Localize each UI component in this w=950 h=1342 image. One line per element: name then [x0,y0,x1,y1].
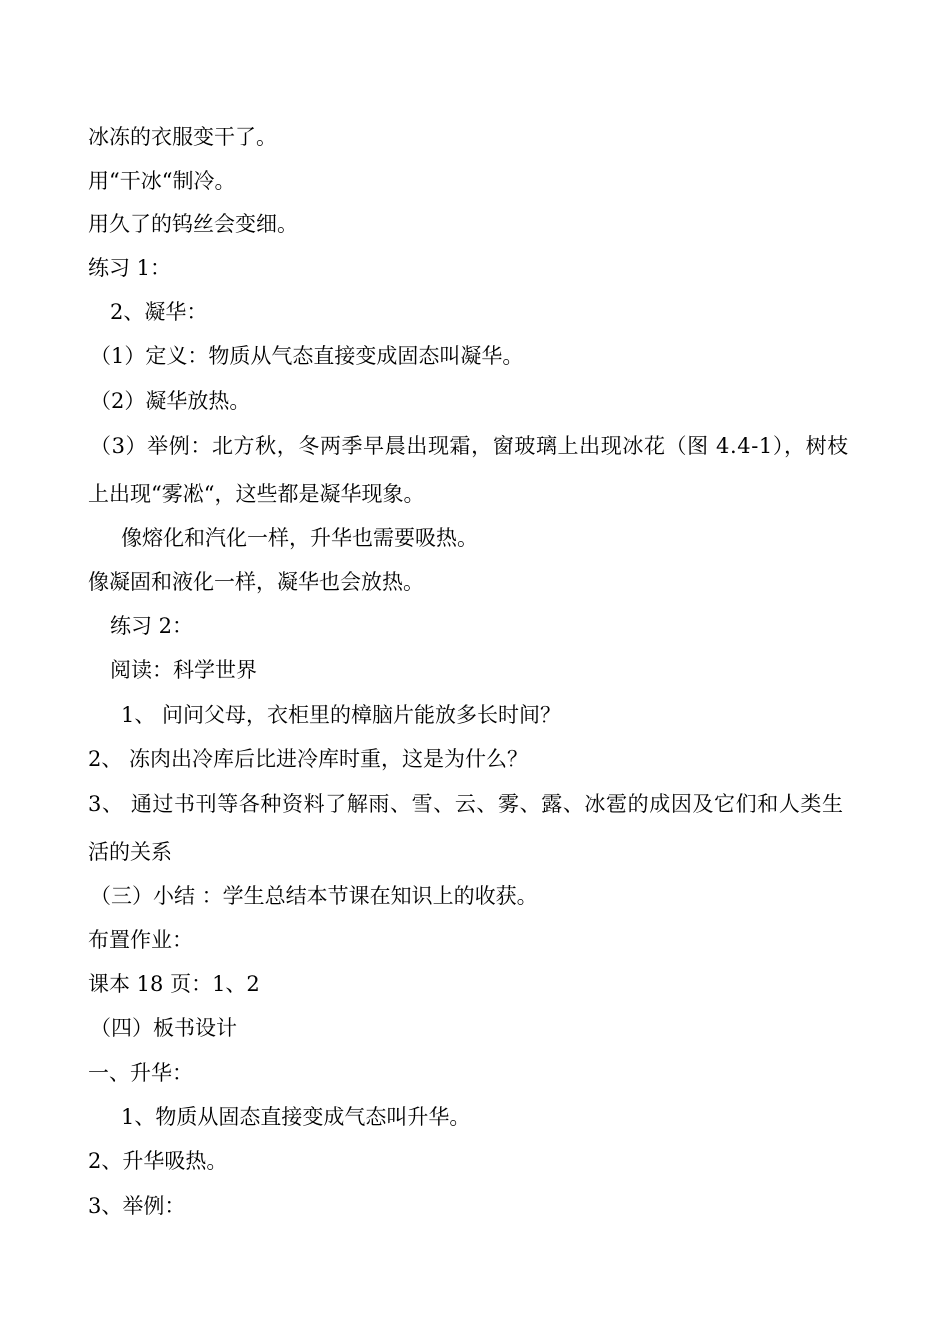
text-line: 3、 通过书刊等各种资料了解雨、雪、云、雾、露、冰雹的成因及它们和人类生 [88,792,844,816]
text-line: 冰冻的衣服变干了。 [88,125,277,149]
text-line: （1）定义：物质从气态直接变成固态叫凝华。 [90,344,524,368]
text-line: 3、举例： [88,1194,186,1218]
text-line: 课本 18 页：1、2 [88,972,260,996]
text-line: 1、物质从固态直接变成气态叫升华。 [121,1105,471,1129]
text-line: 布置作业： [88,928,193,952]
text-line: 阅读：科学世界 [110,658,257,682]
text-line: 像熔化和汽化一样，升华也需要吸热。 [121,526,478,550]
text-line: 1、 问问父母，衣柜里的樟脑片能放多长时间？ [121,703,562,727]
text-line: 用“干冰“制冷。 [88,169,236,193]
text-line: 练习 1： [88,256,172,280]
text-line: 像凝固和液化一样，凝华也会放热。 [88,570,424,594]
text-line: 用久了的钨丝会变细。 [88,212,298,236]
text-line: 上出现“雾凇“，这些都是凝华现象。 [88,482,425,506]
text-line: （三）小结 ：学生总结本节课在知识上的收获。 [90,884,538,908]
text-line: （2）凝华放热。 [90,389,251,413]
text-line: 一、升华： [88,1061,193,1085]
text-line: 2、升华吸热。 [88,1149,228,1173]
text-line: 2、 冻肉出冷库后比进冷库时重，这是为什么？ [88,747,529,771]
text-line: （四）板书设计 [90,1016,237,1040]
text-line: 练习 2： [110,614,194,638]
text-line: 2、凝华： [110,300,208,324]
text-line: 活的关系 [88,840,172,864]
text-line: （3）举例：北方秋，冬两季早晨出现霜，窗玻璃上出现冰花（图 4.4-1），树枝 [90,434,849,458]
